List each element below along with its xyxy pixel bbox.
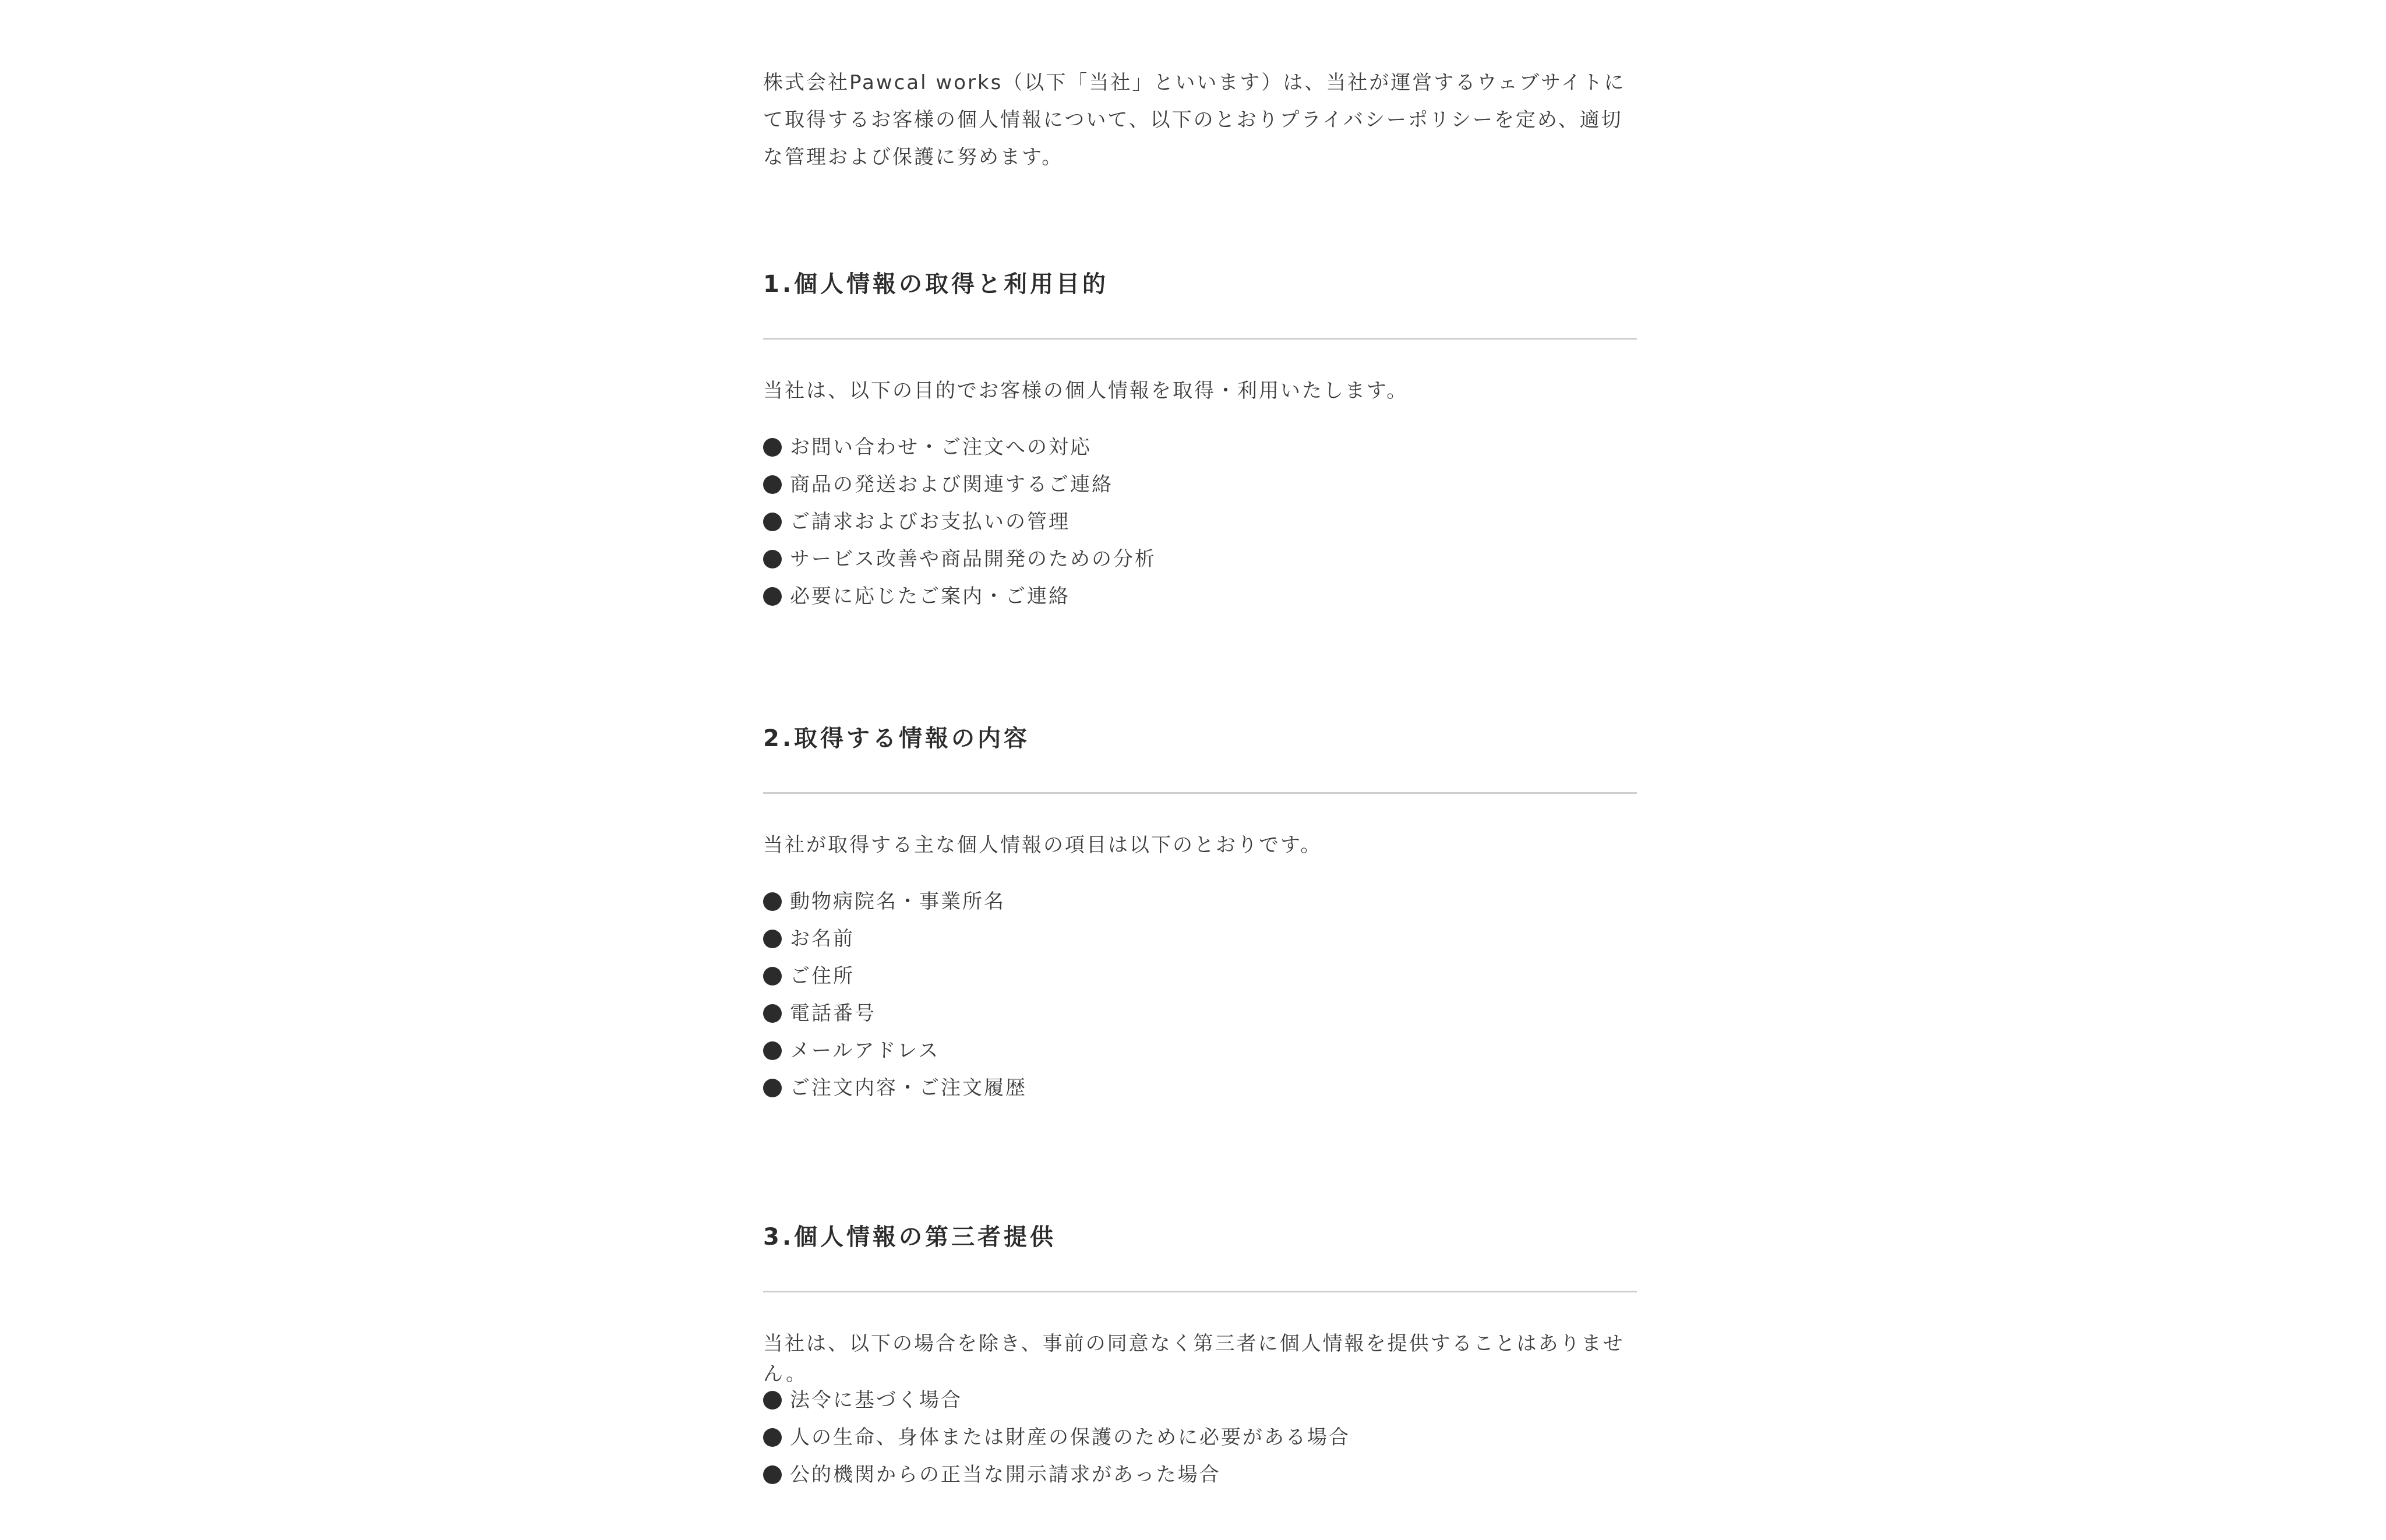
list-item: [763, 1069, 1027, 1107]
section-heading: 1.個人情報の取得と利用目的: [763, 271, 1109, 298]
section-divider: [763, 338, 1637, 340]
list-item: [763, 541, 1156, 578]
section-divider: [763, 792, 1637, 794]
list-item: [763, 958, 1027, 995]
list-item: [763, 883, 1027, 920]
bullet-icon: [763, 930, 782, 948]
list-item: [763, 995, 1027, 1032]
section-1: [763, 268, 1637, 608]
list-item-text: お問い合わせ・ご注文への対応: [790, 436, 1092, 459]
list-item: [763, 1456, 1350, 1493]
bullet-icon: [763, 967, 782, 986]
list-item-text: お名前: [790, 927, 855, 951]
list-item-text: 必要に応じたご案内・ご連絡: [790, 585, 1070, 608]
bullet-list: [763, 883, 1027, 1107]
privacy-policy-content: [763, 64, 1637, 176]
intro-paragraph: 株式会社Pawcal works（以下「当社」といいます）は、当社が運営するウェブサイトにて取得するお客様の個人情報について、以下のとおりプライバシーポリシーを定め、適切な管理および保護に努めます。: [763, 71, 1626, 169]
list-item-text: 商品の発送および関連するご連絡: [790, 473, 1113, 496]
section-lead: 当社が取得する主な個人情報の項目は以下のとおりです。: [763, 833, 1322, 857]
list-item: [763, 578, 1156, 615]
list-item-text: ご住所: [790, 965, 855, 988]
bullet-icon: [763, 1391, 782, 1410]
bullet-icon: [763, 1079, 782, 1097]
bullet-icon: [763, 1004, 782, 1023]
list-item-text: 電話番号: [790, 1002, 876, 1025]
list-item-text: ご注文内容・ご注文履歴: [790, 1076, 1027, 1100]
bullet-icon: [763, 1465, 782, 1484]
list-item: [763, 920, 1027, 958]
section-divider: [763, 1291, 1637, 1292]
list-item: [763, 429, 1156, 466]
section-lead: 当社は、以下の目的でお客様の個人情報を取得・利用いたします。: [763, 379, 1409, 402]
list-item: [763, 466, 1156, 503]
list-item-text: 人の生命、身体または財産の保護のために必要がある場合: [790, 1426, 1350, 1449]
bullet-icon: [763, 550, 782, 568]
list-item: [763, 1419, 1350, 1456]
list-item-text: サービス改善や商品開発のための分析: [790, 548, 1156, 571]
bullet-icon: [763, 513, 782, 531]
list-item: [763, 1382, 1350, 1419]
bullet-list: [763, 429, 1156, 615]
list-item-text: メールアドレス: [790, 1039, 940, 1062]
list-item: [763, 503, 1156, 541]
bullet-icon: [763, 892, 782, 911]
bullet-icon: [763, 1041, 782, 1060]
bullet-icon: [763, 438, 782, 457]
bullet-icon: [763, 475, 782, 494]
list-item-text: 法令に基づく場合: [790, 1389, 962, 1412]
list-item-text: 公的機関からの正当な開示請求があった場合: [790, 1463, 1221, 1486]
list-item: [763, 1032, 1027, 1069]
list-item-text: ご請求およびお支払いの管理: [790, 510, 1070, 534]
section-2: [763, 722, 1637, 1100]
section-lead: 当社は、以下の場合を除き、事前の同意なく第三者に個人情報を提供することはありません。: [763, 1332, 1625, 1386]
section-3: [763, 1221, 1637, 1486]
section-heading: 2.取得する情報の内容: [763, 725, 1030, 752]
bullet-icon: [763, 587, 782, 606]
section-heading: 3.個人情報の第三者提供: [763, 1224, 1057, 1251]
bullet-icon: [763, 1428, 782, 1447]
bullet-list: [763, 1382, 1350, 1493]
list-item-text: 動物病院名・事業所名: [790, 890, 1005, 913]
